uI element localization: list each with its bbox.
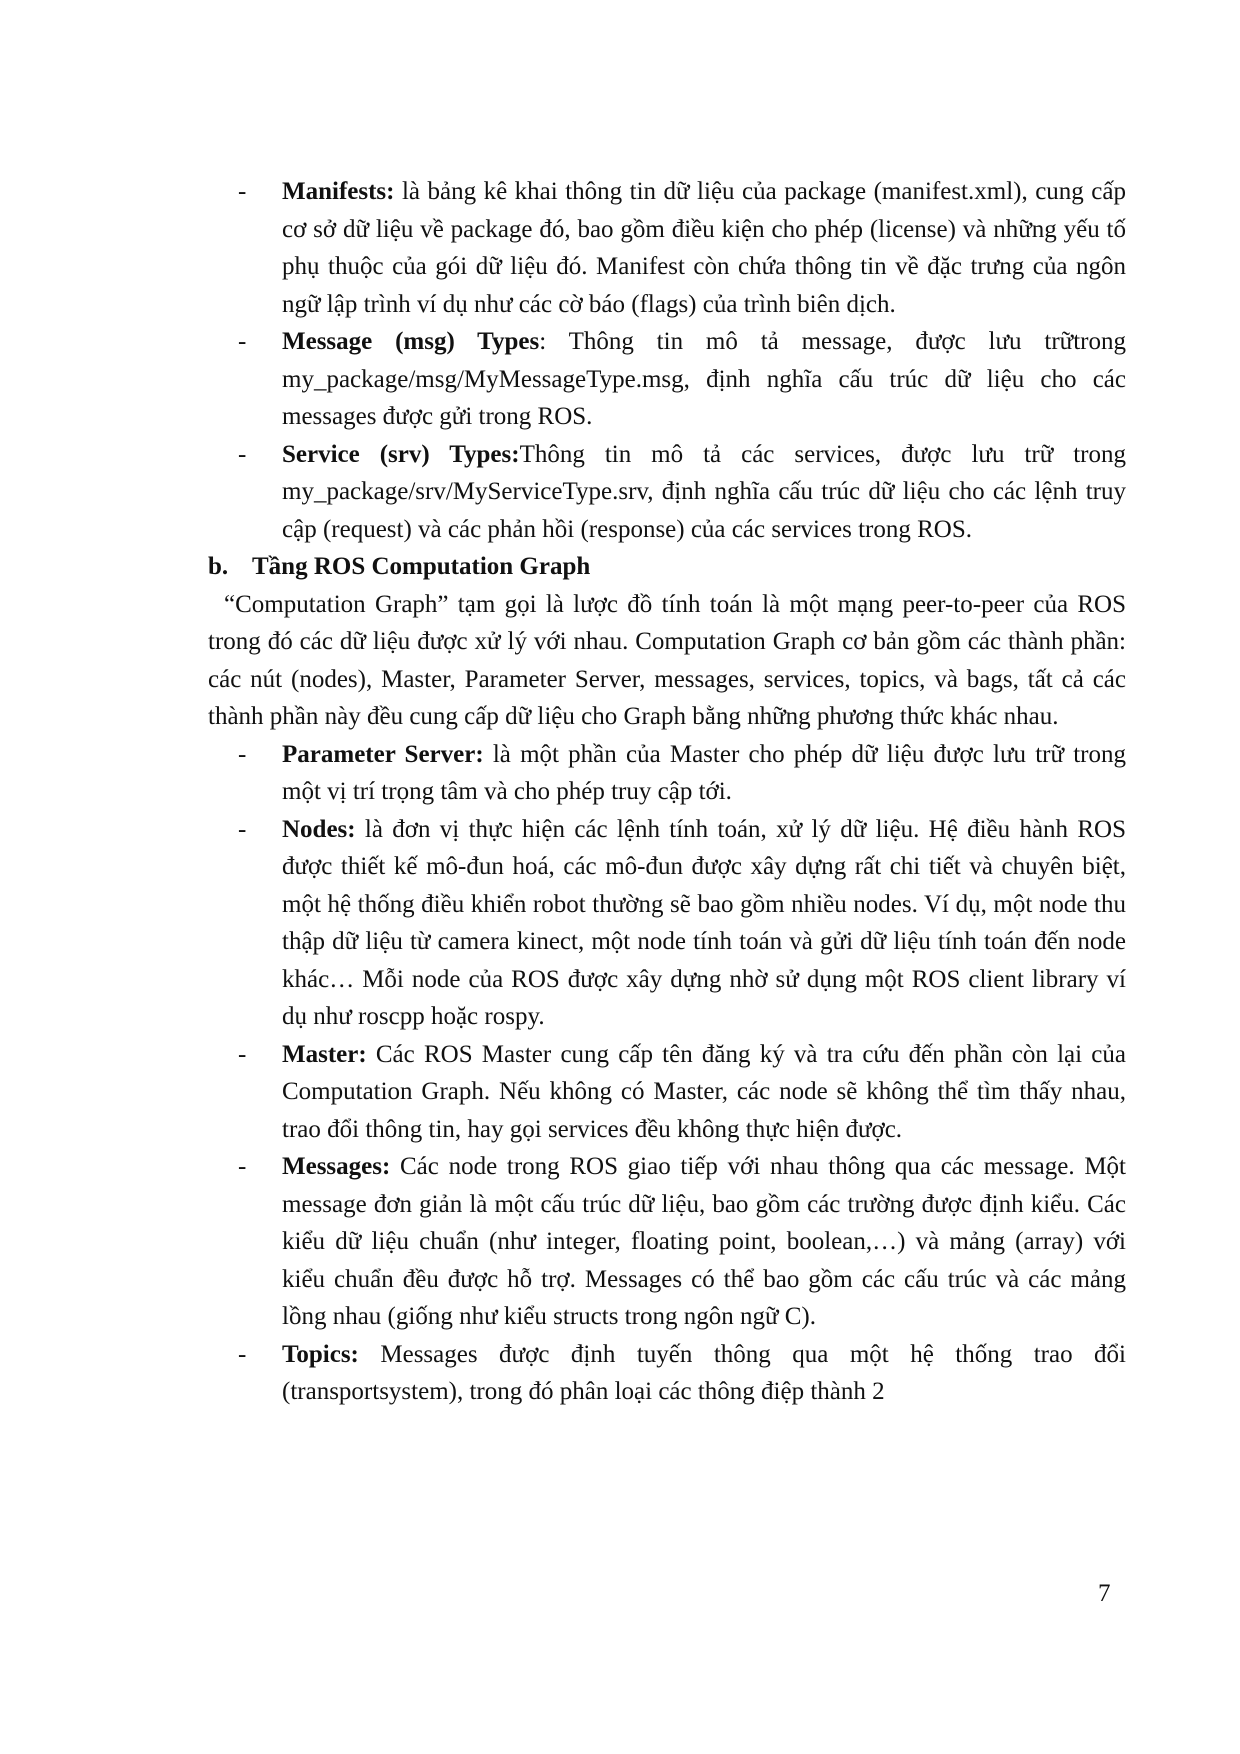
- section-title: Tầng ROS Computation Graph: [252, 553, 591, 580]
- desc-master: Các ROS Master cung cấp tên đăng ký và tra cứu đến phần còn lại của Computation Graph. Nếu không có Master, các node sẽ không thể tìm thấy nhau, trao đổi thông tin, hay gọi services đều không thực hiện được.: [282, 1040, 1126, 1143]
- term-messages: Messages:: [282, 1153, 391, 1180]
- section-heading: [208, 548, 1126, 586]
- bullet-service-types: [238, 436, 1126, 549]
- desc-messages: Các node trong ROS giao tiếp với nhau thông qua các message. Một message đơn giản là một cấu trúc dữ liệu, bao gồm các trường được định kiểu. Các kiểu dữ liệu chuẩn (như integer, floating point, boolean,…) và mảng (array) với kiểu chuẩn đều được hỗ trợ. Messages có thể bao gồm các cấu trúc và các mảng lồng nhau (giống như kiểu structs trong ngôn ngữ C).: [282, 1153, 1126, 1330]
- section-marker: b.: [208, 553, 229, 580]
- bullet-master: [238, 1036, 1126, 1149]
- desc-manifests: là bảng kê khai thông tin dữ liệu của package (manifest.xml), cung cấp cơ sở dữ liệu về package đó, bao gồm điều kiện cho phép (license) và những yếu tố phụ thuộc của gói dữ liệu đó. Manifest còn chứa thông tin về đặc trưng của ngôn ngữ lập trình ví dụ như các cờ báo (flags) của trình biên dịch.: [282, 178, 1126, 318]
- bullet-dash: -: [238, 440, 247, 468]
- desc-message-types: : Thông tin mô tả message, được lưu trữtrong my_package/msg/MyMessageType.msg, định nghĩa cấu trúc dữ liệu cho các messages được gửi trong ROS.: [282, 328, 1126, 430]
- term-parameter-server: Parameter Server:: [282, 740, 484, 768]
- bullet-dash: -: [238, 1340, 247, 1368]
- term-nodes: Nodes:: [282, 815, 356, 843]
- bullet-nodes: [238, 811, 1126, 1036]
- bullet-parameter-server: [238, 736, 1126, 811]
- desc-topics: Messages được định tuyến thông qua một hệ thống trao đổi (transportsystem), trong đó phân loại các thông điệp thành 2: [282, 1340, 1126, 1405]
- page-number: 7: [1098, 1580, 1111, 1607]
- bullet-dash: -: [238, 815, 247, 843]
- bullet-dash: -: [238, 1040, 247, 1068]
- intro-paragraph: “Computation Graph” tạm gọi là lược đồ tính toán là một mạng peer-to-peer của ROS trong đó các dữ liệu được xử lý với nhau. Computation Graph cơ bản gồm các thành phần: các nút (nodes), Master, Parameter Server, messages, services, topics, và bags, tất cả các thành phần này đều cung cấp dữ liệu cho Graph bằng những phương thức khác nhau.: [208, 590, 1126, 730]
- term-master: Master:: [282, 1040, 367, 1068]
- bullet-manifests: [238, 173, 1126, 323]
- bullet-dash: -: [238, 178, 247, 205]
- bullet-message-types: [238, 323, 1126, 436]
- term-topics: Topics:: [282, 1340, 359, 1368]
- term-manifests: Manifests:: [282, 178, 395, 205]
- page-body: [208, 173, 1127, 1411]
- desc-nodes: là đơn vị thực hiện các lệnh tính toán, xử lý dữ liệu. Hệ điều hành ROS được thiết kế mô-đun hoá, các mô-đun được xây dựng rất chi tiết và chuyên biệt, một hệ thống điều khiển robot thường sẽ bao gồm nhiều nodes. Ví dụ, một node thu thập dữ liệu từ camera kinect, một node tính toán và gửi dữ liệu tính toán đến node khác… Mỗi node của ROS được xây dựng nhờ sử dụng một ROS client library ví dụ như roscpp hoặc rospy.: [282, 815, 1126, 1030]
- desc-service-types: Thông tin mô tả các services, được lưu trữ trong my_package/srv/MyServiceType.srv, định nghĩa cấu trúc dữ liệu cho các lệnh truy cập (request) và các phản hồi (response) của các services trong ROS.: [282, 440, 1126, 543]
- bullet-dash: -: [238, 328, 247, 355]
- term-service-types: Service (srv) Types:: [282, 440, 520, 468]
- term-message-types: Message (msg) Types: [282, 328, 540, 355]
- desc-parameter-server: là một phần của Master cho phép dữ liệu được lưu trữ trong một vị trí trọng tâm và cho phép truy cập tới.: [282, 740, 1127, 805]
- bullet-topics: [238, 1336, 1126, 1411]
- bullet-messages: [238, 1148, 1126, 1336]
- bullet-dash: -: [238, 1153, 247, 1180]
- bullet-dash: -: [238, 740, 247, 768]
